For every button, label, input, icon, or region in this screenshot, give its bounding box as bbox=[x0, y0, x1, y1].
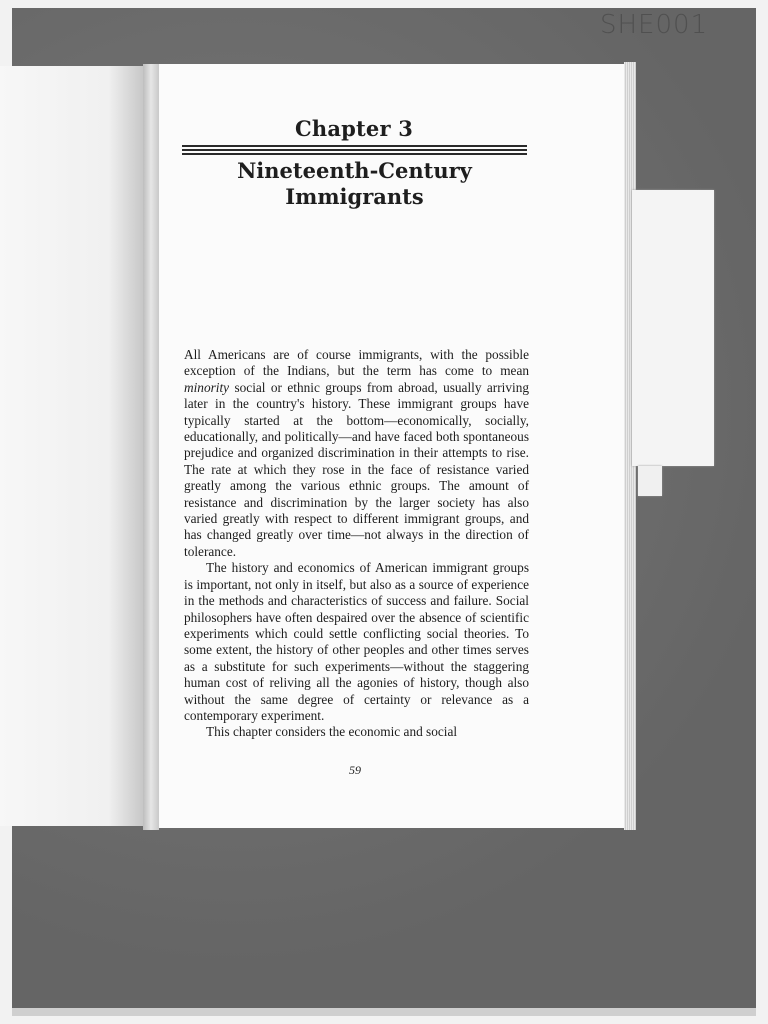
paragraph-2: The history and economics of American immigrant groups is important, not only in itself, but also as a source of experience in the methods and characteristics of success and failure. Social philosophers have often despaired over the absence of scientific experiments which could settle conflicting social theories. To some extent, the history of other peoples and other times serves as a substitute for such experiments—without the staggering human cost of reliving all the agonies of history, though also without the same degree of certainty or relevance as a contemporary experiment. bbox=[184, 560, 529, 723]
chapter-title-line-2: Immigrants bbox=[285, 184, 424, 209]
chapter-title-line-1: Nineteenth-Century bbox=[237, 158, 472, 183]
paragraph-1-start: All Americans are of course immigrants, with the possible exception of the Indians, but the term has come to mean bbox=[184, 347, 529, 379]
book-spine bbox=[143, 64, 159, 830]
title-rule bbox=[182, 153, 527, 155]
scan-bottom-edge bbox=[12, 1008, 756, 1016]
handwritten-label: SHE001 bbox=[600, 10, 709, 40]
left-page bbox=[0, 66, 155, 826]
paragraph-1 bbox=[184, 347, 529, 560]
body-text bbox=[184, 347, 529, 741]
title-rule bbox=[182, 145, 527, 147]
chapter-title bbox=[182, 158, 527, 210]
paragraph-1-end: social or ethnic groups from abroad, usually arriving later in the country's history. These immigrant groups have typically started at the bottom—economically, socially, educationally, and politically—and have faced both spontaneous prejudice and organized discrimination in their attempts to rise. The rate at which they rose in the face of resistance varied greatly among the various ethnic groups. The amount of resistance and discrimination by the larger society has also varied greatly with respect to different immigrant groups, and has changed greatly over time—not always in the direction of tolerance. bbox=[184, 379, 529, 559]
chapter-number: Chapter 3 bbox=[294, 116, 414, 141]
paragraph-3: This chapter considers the economic and social bbox=[206, 724, 458, 740]
bookmark-slip bbox=[632, 190, 714, 466]
italic-term: minority bbox=[184, 379, 230, 395]
title-rule bbox=[182, 149, 527, 151]
page-number: 59 bbox=[349, 763, 361, 777]
bookmark-tab bbox=[638, 466, 662, 496]
